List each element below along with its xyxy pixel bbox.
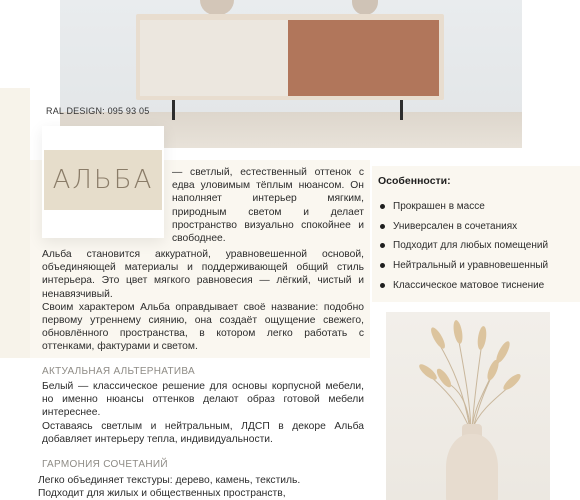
feature-item	[380, 236, 548, 256]
feature-label: Подходит для любых помещений	[393, 240, 549, 252]
color-name: АЛЬБА	[52, 165, 154, 195]
description-block	[42, 248, 364, 354]
feature-item	[380, 256, 548, 276]
body-paragraph: Подходит для жилых и общественных пространств,	[38, 488, 286, 500]
harmony-block	[38, 474, 364, 500]
body-paragraph: Легко объединяет текстуры: дерево, камень, текстиль.	[38, 475, 301, 486]
features-list	[380, 197, 548, 295]
body-paragraph: Альба становится аккуратной, уравновешенной основой, объединяющей материалы и поддерживающей общий стиль интерьера. Это цвет мягкого равновесия — лёгкий, чистый и ненавязчивый.	[42, 249, 364, 300]
bullet-icon	[380, 243, 385, 248]
bullet-icon	[380, 283, 385, 288]
section-heading-harmony: ГАРМОНИЯ СОЧЕТАНИЙ	[42, 459, 168, 470]
features-title: Особенности:	[378, 175, 451, 187]
color-swatch	[44, 150, 162, 210]
body-paragraph: Своим характером Альба оправдывает своё название: подобно первому утреннему сиянию, она создаёт ощущение свежего, обновлённого пространства, в котором легко работать с оттенками, фактурами и светом.	[42, 301, 364, 353]
cream-side-strip	[0, 88, 30, 358]
pampas-vase-image	[386, 312, 550, 500]
feature-label: Универсален в сочетаниях	[393, 220, 518, 232]
feature-item	[380, 217, 548, 237]
vase-body	[446, 434, 498, 500]
body-paragraph: Белый — классическое решение для основы корпусной мебели, но именно нюансы оттенков делают образ готовой мебели интереснее.	[42, 381, 364, 419]
sideboard-leg	[172, 100, 175, 120]
body-paragraph: Оставаясь светлым и нейтральным, ЛДСП в декоре Альба добавляет интерьеру тепла, индивидуальности.	[42, 420, 364, 445]
hero-vase-right	[352, 0, 378, 15]
feature-item	[380, 197, 548, 217]
alternative-block	[42, 380, 364, 446]
feature-label: Нейтральный и уравновешенный	[393, 260, 549, 272]
intro-text: — светлый, естественный оттенок с едва уловимым тёплым нюансом. Он наполняет интерьер мягким, природным светом и делает пространство визуально спокойнее и свободнее.	[172, 167, 364, 245]
sideboard-door-rust	[288, 20, 439, 96]
bullet-icon	[380, 204, 385, 209]
bullet-icon	[380, 224, 385, 229]
sideboard-door-light	[140, 20, 288, 96]
feature-item	[380, 275, 548, 295]
sideboard-leg	[400, 100, 403, 120]
feature-label: Классическое матовое тиснение	[393, 279, 545, 291]
hero-vase-left	[200, 0, 234, 15]
feature-label: Прокрашен в массе	[393, 201, 485, 213]
bullet-icon	[380, 263, 385, 268]
section-heading-alternative: АКТУАЛЬНАЯ АЛЬТЕРНАТИВА	[42, 366, 195, 377]
ral-code: RAL DESIGN: 095 93 05	[46, 106, 150, 116]
